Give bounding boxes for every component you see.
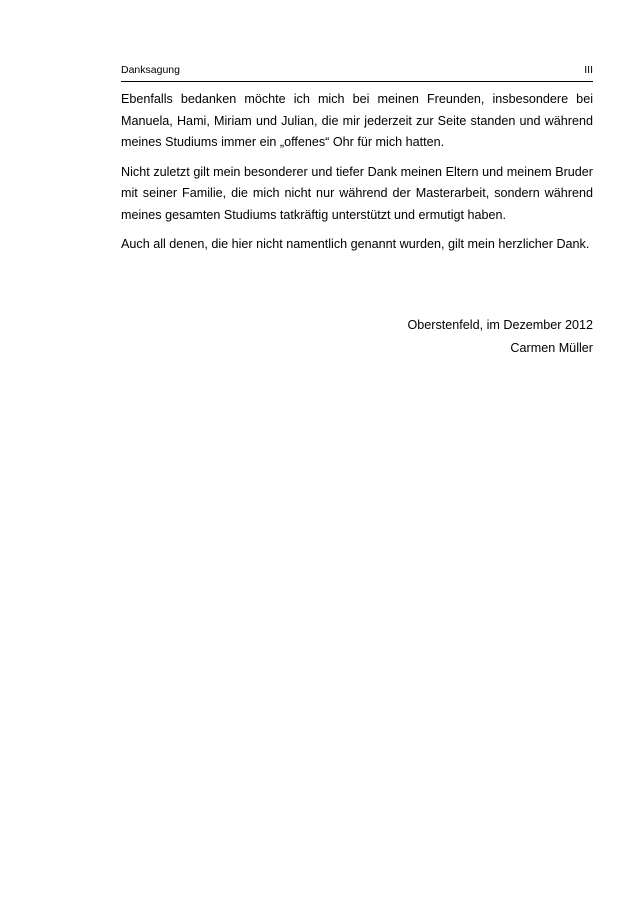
page-header	[121, 61, 593, 82]
paragraph-family: Nicht zuletzt gilt mein besonderer und tiefer Dank meinen Eltern und meinem Bruder mit seiner Familie, die mich nicht nur während der Masterarbeit, sondern während meines gesamten Studiums tatkräftig unterstützt und ermutigt haben.	[121, 164, 593, 222]
author-name: Carmen Müller	[510, 341, 593, 355]
section-title: Danksagung	[121, 64, 180, 76]
page-number: III	[584, 64, 593, 76]
signature-block	[121, 314, 593, 360]
paragraph-others: Auch all denen, die hier nicht namentlich genannt wurden, gilt mein herzlicher Dank.	[121, 237, 590, 251]
acknowledgement-body	[121, 89, 593, 264]
paragraph-friends: Ebenfalls bedanken möchte ich mich bei meinen Freunden, insbesondere bei Manuela, Hami, Miriam und Julian, die mir jederzeit zur Seite standen und während meines Studiums immer ein „offenes“ Ohr für mich hatten.	[121, 92, 593, 149]
place-date: Oberstenfeld, im Dezember 2012	[407, 318, 593, 332]
